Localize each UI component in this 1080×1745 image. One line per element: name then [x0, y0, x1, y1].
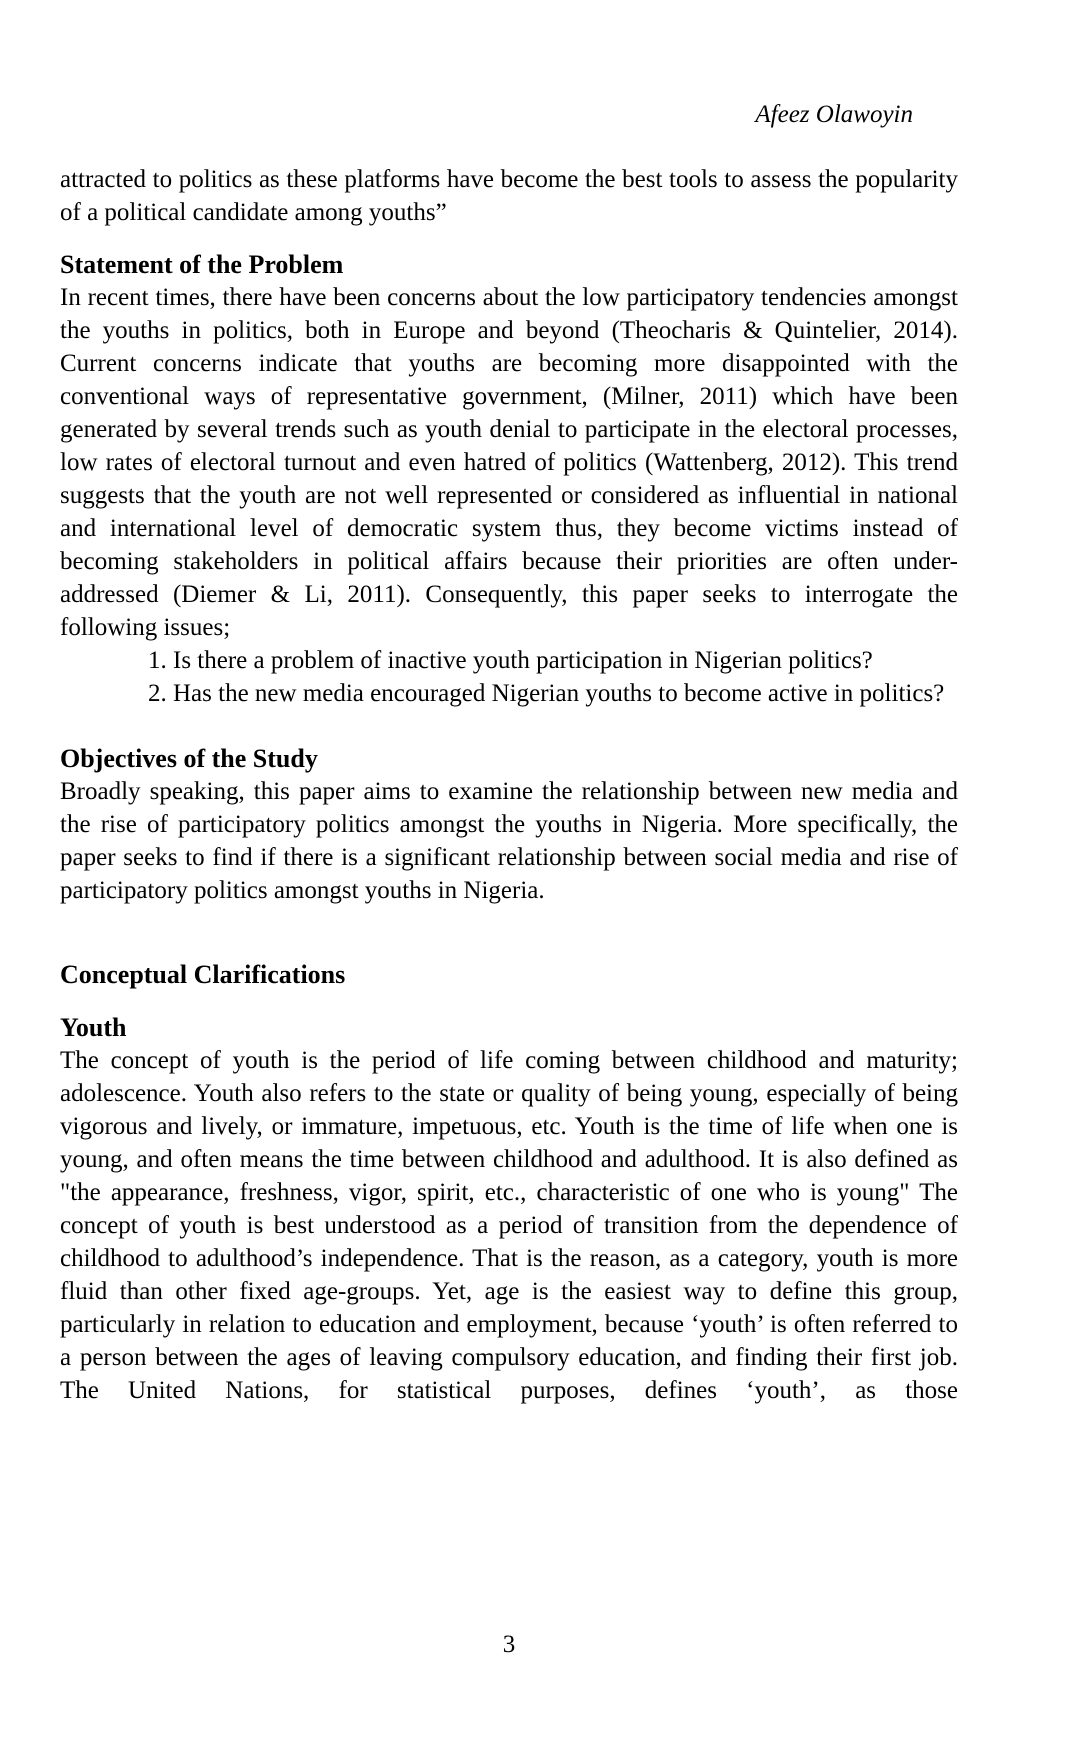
- research-questions-list: [60, 644, 958, 710]
- objectives-paragraph: Broadly speaking, this paper aims to examine the relationship between new media and the rise of participatory politics amongst the youths in Nigeria. More specifically, the paper seeks to find if there is a significant relationship between social media and rise of participatory politics amongst youths in Nigeria.: [60, 778, 958, 904]
- conceptual-clarifications-heading: Conceptual Clarifications: [60, 960, 346, 989]
- statement-of-problem-heading: Statement of the Problem: [60, 250, 344, 279]
- intro-continuation-paragraph: attracted to politics as these platforms have become the best tools to assess the popularity of a political candidate among youths”: [60, 166, 958, 226]
- research-question-2: 2. Has the new media encouraged Nigerian youths to become active in politics?: [148, 680, 945, 707]
- running-head-author: Afeez Olawoyin: [755, 101, 913, 128]
- objectives-heading: Objectives of the Study: [60, 744, 318, 773]
- youth-definition-paragraph: The concept of youth is the period of life coming between childhood and maturity; adolescence. Youth also refers to the state or quality of being young, especially of being vigorous and lively, or immature, impetuous, etc. Youth is the time of life when one is young, and often means the time between childhood and adulthood. It is also defined as "the appearance, freshness, vigor, spirit, etc., characteristic of one who is young" The concept of youth is best understood as a period of transition from the dependence of childhood to adulthood’s independence. That is the reason, as a category, youth is more fluid than other fixed age-groups. Yet, age is the easiest way to define this group, particularly in relation to education and employment, because ‘youth’ is often referred to a person between the ages of leaving compulsory education, and finding their first job. The United Nations, for statistical purposes, defines ‘youth’, as those: [60, 1047, 958, 1404]
- page-number: 3: [502, 1631, 516, 1658]
- research-question-1: 1. Is there a problem of inactive youth participation in Nigerian politics?: [148, 647, 873, 674]
- youth-subheading: Youth: [60, 1013, 127, 1042]
- statement-of-problem-paragraph: In recent times, there have been concerns about the low participatory tendencies amongst the youths in politics, both in Europe and beyond (Theocharis & Quintelier, 2014). Current concerns indicate that youths are becoming more disappointed with the conventional ways of representative government, (Milner, 2011) which have been generated by several trends such as youth denial to participate in the electoral processes, low rates of electoral turnout and even hatred of politics (Wattenberg, 2012). This trend suggests that the youth are not well represented or considered as influential in national and international level of democratic system thus, they become victims instead of becoming stakeholders in political affairs because their priorities are often under-addressed (Diemer & Li, 2011). Consequently, this paper seeks to interrogate the following issues;: [60, 284, 958, 641]
